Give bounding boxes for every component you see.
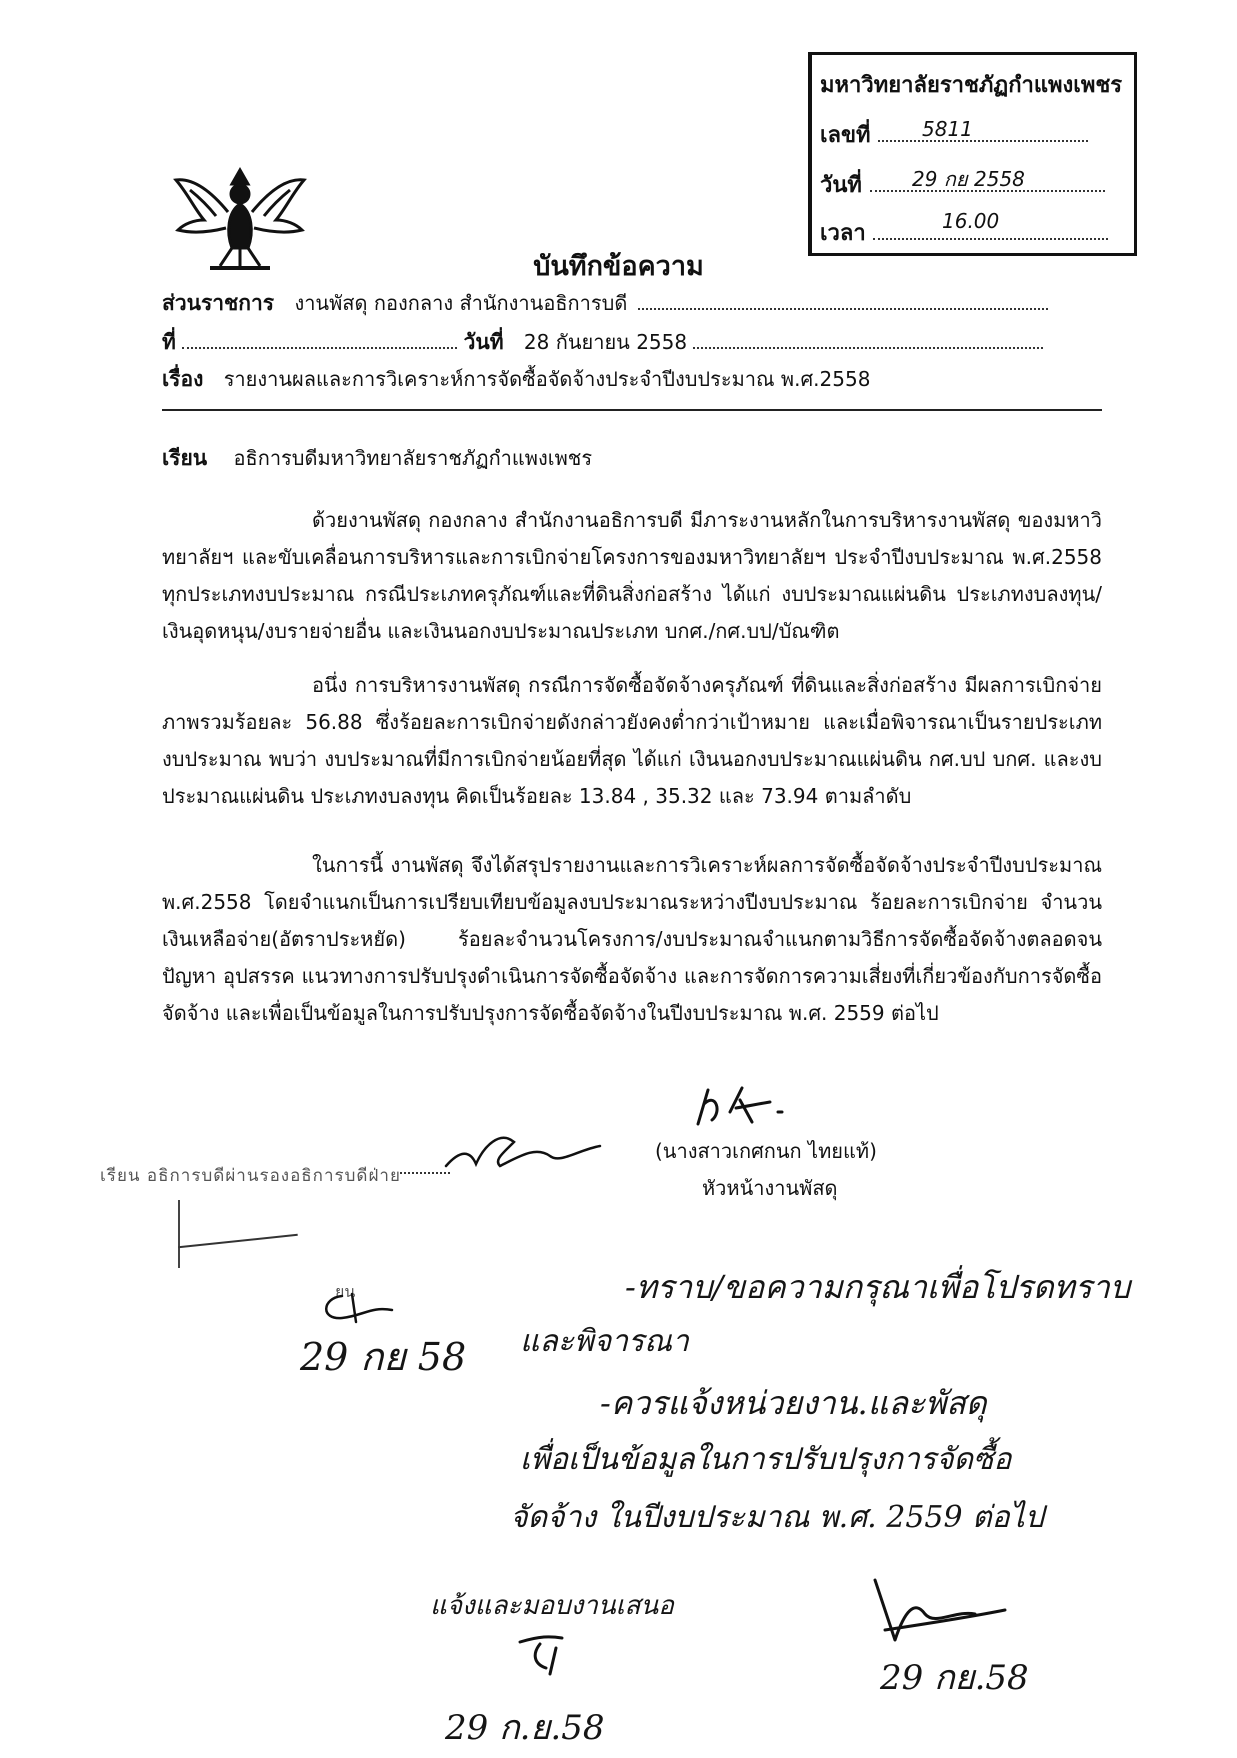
salutation-line [162, 442, 592, 475]
memo-title: บันทึกข้อความ [533, 251, 704, 282]
signature-scribble-icon [440, 1120, 610, 1180]
stamp-number-value: 5811 [922, 117, 973, 141]
signer-position: หัวหน้างานพัสดุ [702, 1176, 838, 1200]
date-label: วันที่ [463, 330, 504, 354]
handwritten-note-1a: -ทราบ/ขอความกรุณาเพื่อโปรดทราบ [625, 1268, 1131, 1306]
salutation-value: อธิการบดีมหาวิทยาลัยราชภัฏกำแพงเพชร [233, 446, 593, 470]
salutation-label: เรียน [162, 446, 208, 470]
agency-line [162, 287, 1048, 320]
routing-note-short: ยน [335, 1282, 356, 1301]
body-paragraph-3: ในการนี้ งานพัสดุ จึงได้สรุปรายงานและการวิเคราะห์ผลการจัดซื้อจัดจ้างประจำปีงบประมาณ พ.ศ.2558 โดยจำแนกเป็นการเปรียบเทียบข้อมูลงบประมาณระหว่างปีงบประมาณ ร้อยละการเบิกจ่าย จำนวนเงินเหลือจ่าย(อัตราประหยัด) ร้อยละจำนวนโครงการ/งบประมาณจำแนกตามวิธีการจัดซื้อจัดจ้างตลอดจนปัญหา อุปสรรค แนวทางการปรับปรุงดำเนินการจัดซื้อจัดจ้าง และการจัดการความเสี่ยงที่เกี่ยวข้องกับการจัดซื้อจัดจ้าง และเพื่อเป็นข้อมูลในการปรับปรุงการจัดซื้อจัดจ้างในปีงบประมาณ พ.ศ. 2559 ต่อไป [162, 853, 1102, 1025]
body-paragraph-1: ด้วยงานพัสดุ กองกลาง สำนักงานอธิการบดี มีภาระงานหลักในการบริหารงานพัสดุ ของมหาวิทยาลัยฯ และขับเคลื่อนการบริหารและการเบิกจ่ายโครงการของมหาวิทยาลัยฯ ประจำปีงบประมาณ พ.ศ.2558 ทุกประเภทงบประมาณ กรณีประเภทครุภัณฑ์และที่ดินสิ่งก่อสร้าง ได้แก่ งบประมาณแผ่นดิน ประเภทงบลงทุน/เงินอุดหนุน/งบรายจ่ายอื่น และเงินนอกงบประมาณประเภท บกศ./กศ.บป/บัณฑิต [162, 508, 1102, 643]
initials-scribble-icon [510, 1628, 580, 1678]
stamp-time-value: 16.00 [942, 209, 1000, 233]
stamp-number-label: เลขที่ [820, 123, 871, 148]
receipt-stamp [808, 52, 1137, 256]
margin-bracket [178, 1200, 186, 1268]
subject-line [162, 363, 870, 396]
routing-note: เรียน อธิการบดีผ่านรองอธิการบดีฝ่าย [100, 1166, 401, 1186]
initials-scribble-icon [312, 1286, 402, 1326]
handwritten-note-3: แจ้งและมอบงานเสนอ [430, 1591, 674, 1621]
handwritten-date-right: 29 กย.58 [880, 1658, 1029, 1698]
signer-name: (นางสาวเกศกนก ไทยแท้) [655, 1139, 877, 1163]
stamp-date-label: วันที่ [820, 173, 862, 198]
date-value: 28 กันยายน 2558 [523, 330, 688, 354]
stamp-org: มหาวิทยาลัยราชภัฏกำแพงเพชร [820, 73, 1123, 98]
reference-label: ที่ [162, 330, 176, 354]
signature-scribble-icon [690, 1082, 810, 1132]
signature-scribble-icon [855, 1570, 1015, 1650]
subject-label: เรื่อง [162, 367, 204, 391]
handwritten-date-bottom: 29 ก.ย.58 [445, 1708, 605, 1748]
handwritten-note-2a: -ควรแจ้งหน่วยงาน.และพัสดุ [600, 1384, 987, 1422]
body-paragraph-2: อนึ่ง การบริหารงานพัสดุ กรณีการจัดซื้อจัดจ้างครุภัณฑ์ ที่ดินและสิ่งก่อสร้าง มีผลการเบิกจ่ายภาพรวมร้อยละ 56.88 ซึ่งร้อยละการเบิกจ่ายดังกล่าวยังคงต่ำกว่าเป้าหมาย และเมื่อพิจารณาเป็นรายประเภทงบประมาณ พบว่า งบประมาณที่มีการเบิกจ่ายน้อยที่สุด ได้แก่ เงินนอกงบประมาณแผ่นดิน กศ.บป บกศ. และงบประมาณแผ่นดิน ประเภทงบลงทุน คิดเป็นร้อยละ 13.84 , 35.32 และ 73.94 ตามลำดับ [162, 673, 1102, 808]
handwritten-note-2b: เพื่อเป็นข้อมูลในการปรับปรุงการจัดซื้อ [520, 1442, 1012, 1477]
handwritten-date-left: 29 กย 58 [300, 1335, 467, 1379]
handwritten-note-1b: และพิจารณา [520, 1324, 689, 1359]
header-divider [162, 409, 1102, 411]
handwritten-note-2c: จัดจ้าง ในปีงบประมาณ พ.ศ. 2559 ต่อไป [510, 1500, 1044, 1535]
stamp-date-value: 29 กย 2558 [912, 167, 1025, 191]
subject-value: รายงานผลและการวิเคราะห์การจัดซื้อจัดจ้างประจำปีงบประมาณ พ.ศ.2558 [223, 367, 871, 391]
stamp-time-label: เวลา [820, 221, 866, 246]
reference-line [162, 326, 1043, 359]
agency-label: ส่วนราชการ [162, 291, 275, 315]
margin-stroke [178, 1234, 298, 1249]
agency-value: งานพัสดุ กองกลาง สำนักงานอธิการบดี [294, 291, 628, 315]
